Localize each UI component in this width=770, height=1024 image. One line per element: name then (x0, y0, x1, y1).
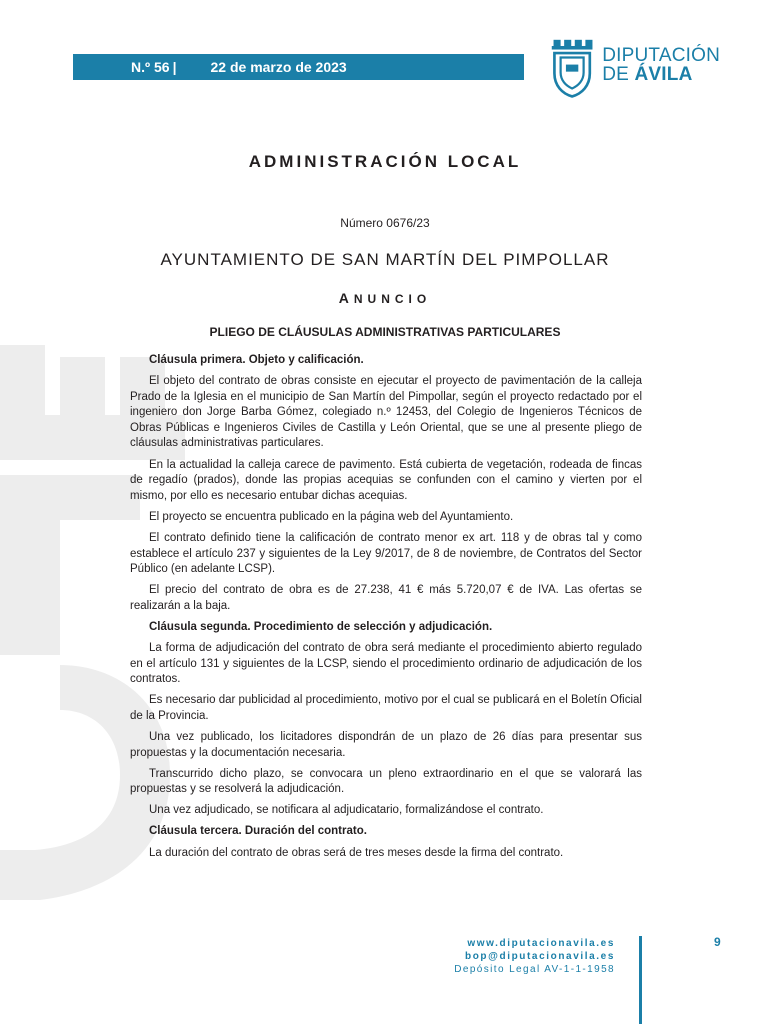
body-paragraph: El contrato definido tiene la calificación de contrato menor ex art. 118 y de obras tal y como establece el artículo 237 y siguientes de la Ley 9/2017, de 8 de noviembre, de Contratos del Sector Público (en adelante LCSP). (130, 531, 642, 576)
clausula-heading: Cláusula primera. Objeto y calificación. (149, 354, 364, 366)
body-paragraph: Transcurrido dicho plazo, se convocara un pleno extraordinario en el que se valorará las propuestas y se resolverá la adjudicación. (130, 767, 642, 796)
diputacion-logo (550, 36, 720, 102)
clausula-heading: Cláusula segunda. Procedimiento de selección y adjudicación. (149, 620, 493, 633)
body-paragraph: El precio del contrato de obra es de 27.238, 41 € más 5.720,07 € de IVA. Las ofertas se realizarán a la baja. (130, 584, 642, 612)
issue-number: N.º 56 (131, 59, 170, 75)
page-number: 9 (714, 935, 721, 949)
anuncio-rest: NUNCIO (353, 292, 432, 306)
document-body (130, 353, 642, 867)
body-paragraph: La forma de adjudicación del contrato de obra será mediante el procedimiento abierto regulado en el artículo 131 y siguientes de la LCSP, siendo el procedimiento ordinario de adjudicación de los contratos. (130, 642, 642, 686)
footer-divider (639, 936, 642, 1024)
body-paragraph: El proyecto se encuentra publicado en la página web del Ayuntamiento. (149, 510, 514, 523)
bulletin-header-bar (73, 54, 524, 80)
anuncio-heading (0, 290, 770, 306)
logo-line1: DIPUTACIÓN (602, 45, 720, 66)
body-paragraph: Una vez adjudicado, se notificara al adjudicatario, formalizándose el contrato. (149, 804, 544, 817)
anuncio-initial: A (338, 290, 354, 306)
pliego-title: PLIEGO DE CLÁUSULAS ADMINISTRATIVAS PARTICULARES (209, 325, 561, 339)
legal-deposit: Depósito Legal AV-1-1-1958 (454, 964, 615, 975)
logo-line2-strong: ÁVILA (634, 64, 693, 85)
section-title: ADMINISTRACIÓN LOCAL (248, 152, 522, 171)
header-separator: | (172, 59, 177, 75)
castle-shield-icon (550, 36, 594, 102)
email-link[interactable]: bop@diputacionavila.es (465, 951, 615, 962)
issue-date: 22 de marzo de 2023 (210, 59, 347, 75)
body-paragraph: En la actualidad la calleja carece de pavimento. Está cubierta de vegetación, rodeada de fincas de regadío (prados), donde las propias acequias se confunden con el camino y vierten por el mismo, por ello es necesario entubar dichas acequias. (130, 458, 642, 502)
body-paragraph: Es necesario dar publicidad al procedimiento, motivo por el cual se publicará en el Boletín Oficial de la Provincia. (130, 694, 642, 722)
body-paragraph: Una vez publicado, los licitadores dispondrán de un plazo de 26 días para presentar sus propuestas y la documentación necesaria. (130, 730, 642, 759)
logo-line2-prefix: DE (602, 64, 635, 85)
body-paragraph: La duración del contrato de obras será de tres meses desde la firma del contrato. (149, 846, 564, 859)
website-link[interactable]: www.diputacionavila.es (467, 938, 615, 949)
footer-links (454, 937, 615, 976)
announcement-number: Número 0676/23 (340, 216, 430, 230)
clausula-heading: Cláusula tercera. Duración del contrato. (149, 825, 367, 838)
ayuntamiento-title: AYUNTAMIENTO DE SAN MARTÍN DEL PIMPOLLAR (160, 250, 610, 269)
body-paragraph: El objeto del contrato de obras consiste en ejecutar el proyecto de pavimentación de la calleja Prado de la Iglesia en el municipio de San Martín del Pimpollar, según el proyecto redactado por el ingeniero don Jorge Barba Gómez, colegiado n.º 12453, del Colegio de Ingenieros Técnicos de Obras Públicas e Ingenieros Civiles de Castilla y León Oriental, que se une al presente pliego de cláusulas administrativas particulares. (130, 375, 642, 450)
